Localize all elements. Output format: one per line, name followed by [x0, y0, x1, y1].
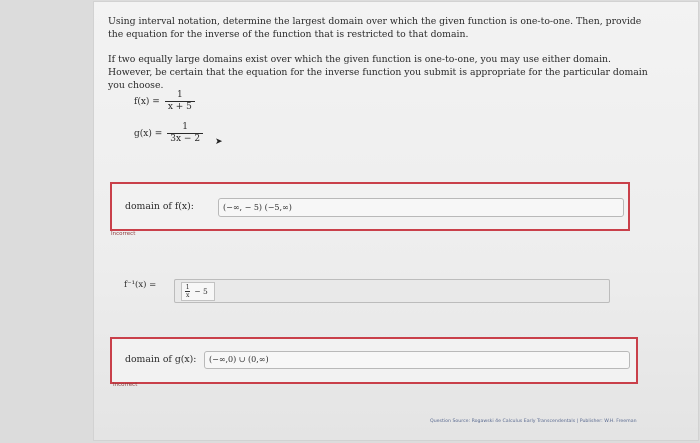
function-g-lhs: g(x) =	[134, 128, 163, 139]
function-g	[134, 122, 203, 145]
inverse-f-input[interactable]	[181, 282, 215, 301]
function-f-denominator: x + 5	[165, 101, 195, 113]
domain-f-answer-box	[110, 182, 630, 231]
question-source[interactable]: Question Source: Rogawski 4e Calculus Early Transcendentals | Publisher: W.H. Freeman	[430, 419, 637, 424]
function-g-denominator: 3x − 2	[167, 133, 203, 145]
function-f-lhs: f(x) =	[134, 96, 160, 107]
function-f-fraction	[165, 90, 195, 113]
mouse-pointer-icon: ➤	[215, 137, 223, 147]
inverse-f-answer-numerator: 1	[185, 284, 190, 291]
question-panel	[94, 2, 698, 440]
inverse-f-label: f⁻¹(x) =	[124, 280, 157, 290]
domain-g-answer-box	[110, 337, 638, 384]
function-f-numerator: 1	[177, 90, 183, 100]
instruction-paragraph-2: If two equally large domains exist over which the given function is one-to-one, you may use either domain. However, be certain that the equation for the inverse function you submit is appropriate for the particular domain you choose.	[108, 54, 648, 91]
domain-g-status: Incorrect	[113, 382, 138, 388]
inverse-f-row	[124, 280, 162, 290]
function-f	[134, 90, 195, 113]
domain-g-label: domain of g(x):	[125, 354, 197, 365]
domain-f-label: domain of f(x):	[125, 201, 194, 212]
inverse-f-input-area[interactable]	[174, 279, 610, 303]
instruction-paragraph-1: Using interval notation, determine the largest domain over which the given function is one-to-one. Then, provide the equation for the inverse of the function that is restricted to that domain.	[108, 16, 642, 40]
domain-f-input[interactable]: (−∞, − 5) (−5,∞)	[218, 198, 624, 217]
function-g-fraction	[167, 122, 203, 145]
inverse-f-answer-rest: − 5	[194, 287, 208, 296]
function-g-numerator: 1	[182, 122, 189, 132]
inverse-f-answer-denominator: x	[186, 292, 190, 299]
domain-g-input[interactable]: (−∞,0) ∪ (0,∞)	[204, 351, 630, 369]
domain-f-status: Incorrect	[111, 231, 136, 237]
inverse-f-answer-fraction	[185, 284, 190, 299]
